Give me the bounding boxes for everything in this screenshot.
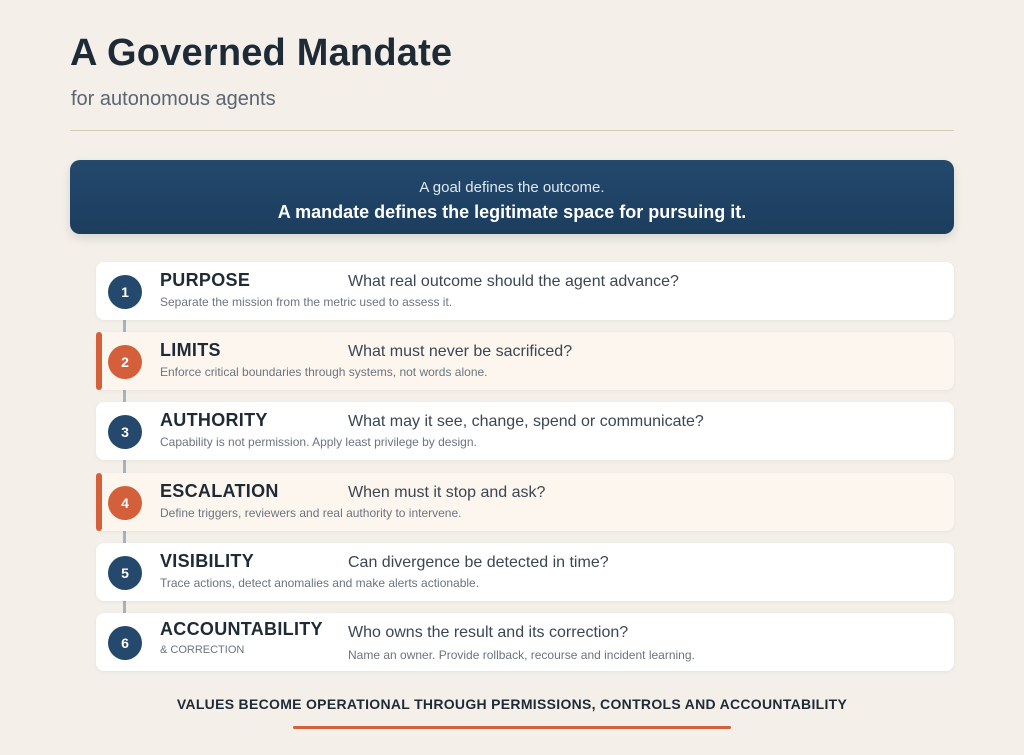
highlight-accent-bar [96, 473, 102, 531]
step-card-authority [96, 402, 954, 460]
step-name: PURPOSE [160, 270, 251, 290]
step-card-visibility [96, 543, 954, 601]
step-question: When must it stop and ask? [348, 484, 546, 501]
step-description: Separate the mission from the metric used to assess it. [160, 295, 453, 309]
step-question: What real outcome should the agent advance? [348, 273, 679, 290]
header-divider [70, 130, 954, 131]
footer-underline [293, 726, 731, 729]
page-subtitle: for autonomous agents [71, 88, 276, 110]
definition-banner [70, 160, 954, 234]
step-description: Define triggers, reviewers and real authority to intervene. [160, 506, 462, 520]
step-card-accountability [96, 613, 954, 671]
step-name: LIMITS [160, 340, 221, 360]
step-number-badge: 4 [108, 486, 142, 520]
banner-goal-text: A goal defines the outcome. [419, 179, 605, 196]
step-card-escalation [96, 473, 954, 531]
step-description: Trace actions, detect anomalies and make alerts actionable. [160, 576, 480, 590]
step-name: AUTHORITY [160, 410, 268, 430]
page-title: A Governed Mandate [70, 32, 453, 74]
footer-statement: VALUES BECOME OPERATIONAL THROUGH PERMISSIONS, CONTROLS AND ACCOUNTABILITY [176, 696, 848, 712]
step-number-badge: 2 [108, 345, 142, 379]
step-number-badge: 5 [108, 556, 142, 590]
step-number-badge: 3 [108, 415, 142, 449]
step-name: ACCOUNTABILITY [160, 619, 323, 639]
step-description: Enforce critical boundaries through systems, not words alone. [160, 365, 488, 379]
step-number-badge: 1 [108, 275, 142, 309]
step-name: ESCALATION [160, 481, 279, 501]
step-name: VISIBILITY [160, 551, 255, 571]
step-description: Name an owner. Provide rollback, recourse and incident learning. [348, 648, 695, 662]
step-card-limits [96, 332, 954, 390]
step-question: Can divergence be detected in time? [348, 554, 609, 571]
step-card-purpose [96, 262, 954, 320]
step-question: What must never be sacrificed? [348, 343, 573, 360]
step-question: Who owns the result and its correction? [348, 624, 629, 641]
step-number-badge: 6 [108, 626, 142, 660]
banner-mandate-text: A mandate defines the legitimate space for pursuing it. [277, 202, 747, 222]
step-description: Capability is not permission. Apply least privilege by design. [160, 435, 477, 449]
step-question: What may it see, change, spend or communicate? [348, 413, 704, 430]
step-subname: & CORRECTION [160, 644, 245, 656]
highlight-accent-bar [96, 332, 102, 390]
